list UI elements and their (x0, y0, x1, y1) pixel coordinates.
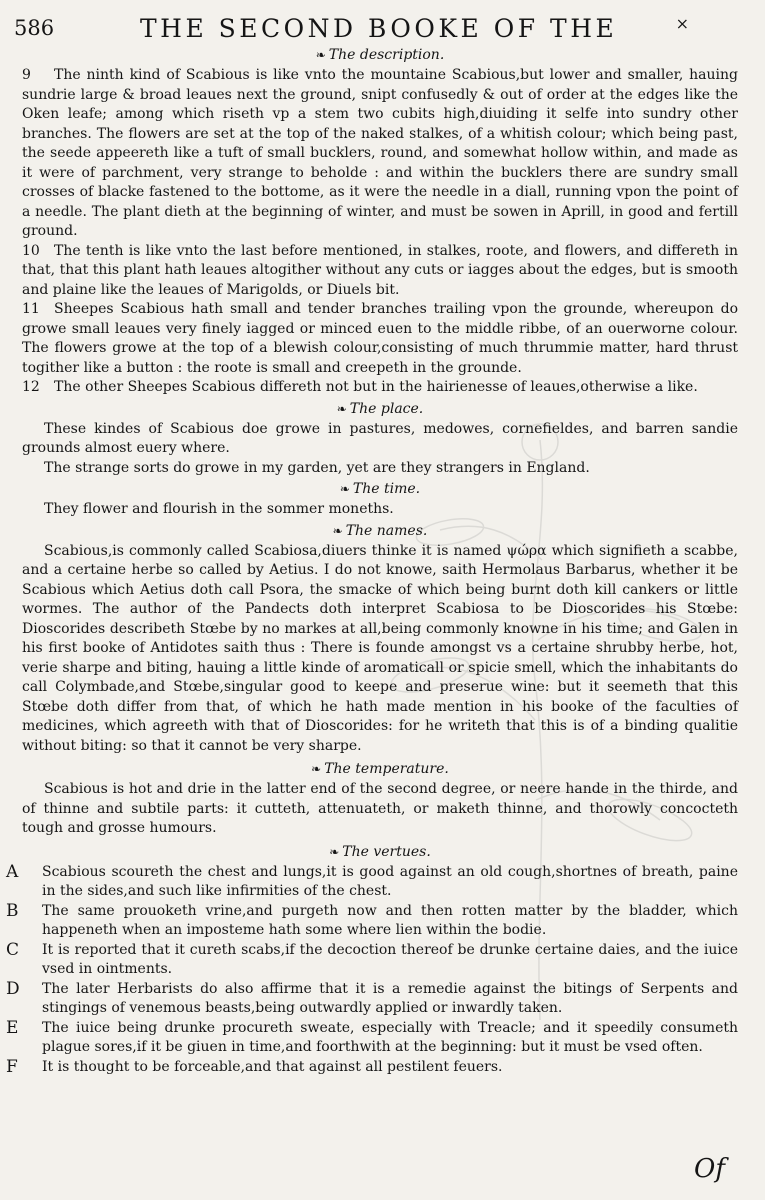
heading-text: The names. (345, 522, 428, 539)
fleuron-icon: ❧ (336, 401, 347, 416)
vertue-item-a (6, 861, 738, 902)
description-item-12 (22, 378, 738, 398)
heading-text: The vertues. (342, 843, 431, 860)
place-paragraph: These kindes of Scabious doe growe in pastures, medowes, cornefieldes, and barren sandie grounds almost euery where. (22, 420, 738, 456)
temperature-paragraph: Scabious is hot and drie in the latter end of the second degree, or neere hande in the thirde, and of thinne and subtile parts: it cutteth, attenuateth, or maketh thinne, and thorowly concocteth tough and grosse humours. (22, 781, 738, 836)
section-heading-time (22, 480, 738, 500)
fleuron-icon: ❧ (329, 844, 340, 859)
corner-mark: × (675, 14, 689, 33)
margin-letter: E (6, 1017, 19, 1038)
page-number: 586 (14, 16, 55, 40)
item-number: 11 (22, 301, 40, 317)
fleuron-icon: ❧ (332, 523, 343, 538)
description-item-10 (22, 242, 738, 301)
vertue-item-d (6, 978, 738, 1019)
margin-letter: B (6, 900, 19, 921)
section-heading-description (22, 46, 738, 66)
fleuron-icon: ❧ (315, 48, 326, 62)
place-paragraph: The strange sorts do growe in my garden, yet are they strangers in England. (44, 459, 590, 476)
text-column (6, 46, 738, 1077)
heading-text: The description. (328, 47, 445, 63)
item-number: 10 (22, 242, 40, 259)
fleuron-icon: ❧ (311, 762, 322, 776)
vertue-item-b (6, 900, 738, 941)
vertue-text: The same prouoketh vrine,and purgeth now and then rotten matter by the bladder, which happeneth when an imposteme hath some where lien within the bodie. (42, 902, 738, 938)
description-item-9 (22, 66, 738, 242)
vertue-text: The iuice being drunke procureth sweate, especially with Treacle; and it speedily consumeth plague sores,if it be giuen in time,and foorthwith at the beginning: but it must be vsed often. (42, 1019, 738, 1055)
item-text: The other Sheepes Scabious differeth not but in the hairienesse of leaues,otherwise a like. (54, 379, 698, 395)
margin-letter: D (6, 978, 20, 999)
margin-letter: C (6, 939, 20, 960)
item-text: The tenth is like vnto the last before mentioned, in stalkes, roote, and flowers, and differeth in that, that this plant hath leaues altogither without any cuts or iagges about the edges, but is smooth and plaine like the leaues of Marigolds, or Diuels bit. (22, 242, 738, 298)
vertue-item-c (6, 939, 738, 980)
description-item-11 (22, 300, 738, 378)
margin-letter: A (6, 861, 19, 882)
margin-letter: F (6, 1056, 18, 1077)
item-text: The ninth kind of Scabious is like vnto the mountaine Scabious,but lower and smaller, hauing sundrie large & broad leaues next the ground, snipt confusedly & out of order at the edges like the Oken leafe; among which riseth vp a stem two cubits high,diuiding it selfe into sundry other branches. The flowers are set at the top of the naked stalkes, of a whitish colour; which being past, the seede appeereth like a tuft of small bucklers, round, and somewhat hollow within, and made as it were of parchment, very strange to beholde : and within the bucklers there are sundry small crosses of blacke fastened to the bottome, as it were the needle in a diall, running vpon the point of a needle. The plant dieth at the beginning of winter, and must be sowen in Aprill, in good and fertill ground. (22, 67, 738, 239)
vertue-text: The later Herbarists do also affirme that it is a remedie against the bitings of Serpents and stingings of venemous beasts,being outwardly applied or inwardly taken. (42, 980, 738, 1016)
vertue-text: It is thought to be forceable,and that against all pestilent feuers. (42, 1058, 503, 1075)
fleuron-icon: ❧ (339, 482, 350, 496)
vertue-item-e (6, 1017, 738, 1058)
item-text: Sheepes Scabious hath small and tender branches trailing vpon the grounde, whereupon do growe small leaues very finely iagged or minced euen to the middle ribbe, of an ouerworne colour. The flowers growe at the top of a blewish colour,consisting of much thrummie matter, hard thrust togither like a button : the roote is small and creepeth in the grounde. (22, 301, 738, 376)
vertue-text: Scabious scoureth the chest and lungs,it is good against an old cough,shortnes of breath, paine in the sides,and such like infirmities of the chest. (42, 863, 738, 899)
heading-text: The place. (349, 400, 424, 417)
section-heading-temperature (22, 760, 738, 780)
running-head (0, 14, 765, 44)
section-heading-vertues (22, 843, 738, 863)
page-title: THE SECOND BOOKE OF THE (140, 14, 618, 43)
section-heading-names (22, 522, 738, 542)
heading-text: The time. (352, 481, 421, 497)
names-paragraph: Scabious,is commonly called Scabiosa,diuers thinke it is named ψώρα which signifieth a scabbe, and a certaine herbe so called by Aetius. I do not knowe, saith Hermolaus Barbarus, whether it be Scabious which Aetius doth call Psora, the smacke of which being burnt doth kill cankers or little wormes. The author of the Pandects doth interpret Scabiosa to be Dioscorides his Stœbe: Dioscorides describeth Stœbe by no markes at all,being commonly knowne in his time; and Galen in his first booke of Antidotes saith thus : There is founde amongst vs a certaine shrubby herbe, hot, verie sharpe and biting, hauing a little kinde of aromaticall or spicie smell, which the inhabitants do call Colymbade,and Stœbe,singular good to keepe and preserue wine: but it seemeth that this Stœbe doth differ from that, of which he hath made mention in his booke of the faculties of medicines, which agreeth with that of Dioscorides: for he writeth that this is of a binding qualitie without biting: so that it cannot be very sharpe. (22, 542, 738, 754)
item-number: 9 (22, 67, 31, 83)
vertue-text: It is reported that it cureth scabs,if the decoction thereof be drunke certaine daies, and the iuice vsed in ointments. (42, 941, 738, 977)
item-number: 12 (22, 379, 40, 395)
heading-text: The temperature. (324, 761, 449, 777)
catchword: Of (694, 1154, 725, 1184)
section-heading-place (22, 400, 738, 420)
time-paragraph: They flower and flourish in the sommer moneths. (44, 501, 394, 517)
vertue-item-f (6, 1056, 738, 1078)
